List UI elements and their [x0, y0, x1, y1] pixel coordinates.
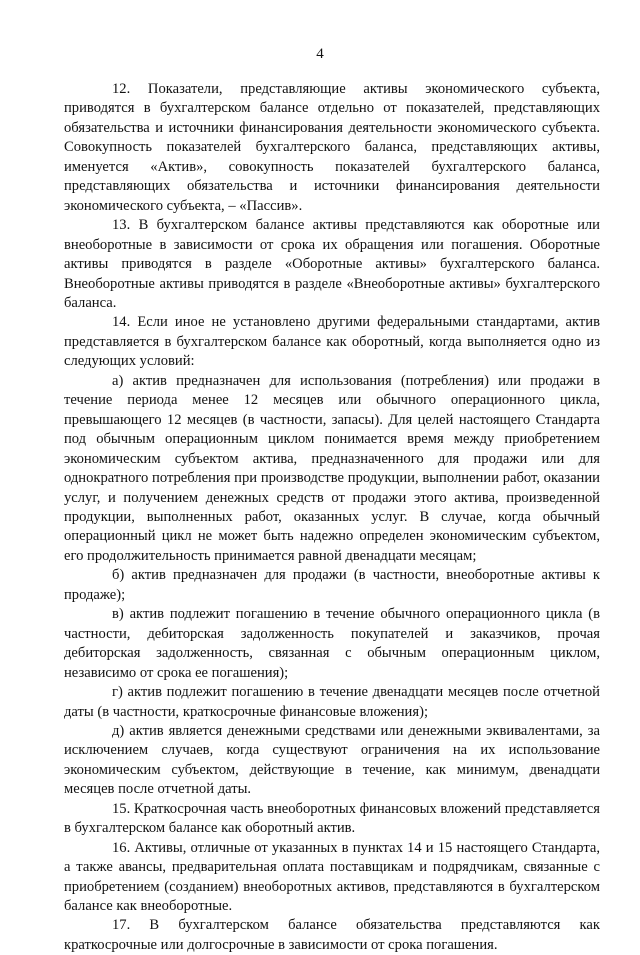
paragraph-17: 17. В бухгалтерском балансе обязательства представляются как краткосрочные или долгосрочные в зависимости от срока погашения. — [64, 917, 600, 953]
paragraph-13: 13. В бухгалтерском балансе активы представляются как оборотные или внеоборотные в зависимости от срока их обращения или погашения. Оборотные активы приводятся в разделе «Оборотные активы» бухгалтерского баланса. Внеоборотные активы приводятся в разделе «Внеоборотные активы» бухгалтерского баланса. — [64, 217, 600, 311]
paragraph-14-a: а) актив предназначен для использования (потребления) или продажи в течение периода менее 12 месяцев или обычного операционного цикла, превышающего 12 месяцев (в частности, запасы). Для целей настоящего Стандарта под обычным операционным циклом понимается время между приобретением экономическим субъектом актива, предназначенного для продажи или для однократного потребления при производстве продукции, выполнении работ, оказании услуг, и получением денежных средств от продажи этого актива, произведенной продукции, выполненных работ, оказанных услуг. В случае, когда обычный операционный цикл не может быть надежно определен экономическим субъектом, его продолжительность принимается равной двенадцати месяцам; — [64, 372, 600, 564]
paragraph-14-d: д) актив является денежными средствами или денежными эквивалентами, за исключением случаев, когда существуют ограничения на их использование экономическим субъектом, действующие в течение, как минимум, двенадцати месяцев после отчетной даты. — [64, 722, 600, 798]
paragraph-14-g: г) актив подлежит погашению в течение двенадцати месяцев после отчетной даты (в частности, краткосрочные финансовые вложения); — [64, 684, 600, 720]
paragraph-14-v: в) актив подлежит погашению в течение обычного операционного цикла (в частности, дебиторская задолженность покупателей и заказчиков, прочая дебиторская задолженность, связанная с обычным операционным циклом, независимо от срока ее погашения); — [64, 606, 600, 681]
paragraph-16: 16. Активы, отличные от указанных в пунктах 14 и 15 настоящего Стандарта, а также авансы, предварительная оплата поставщикам и подрядчикам, связанные с приобретением (созданием) внеоборотных активов, представляются в бухгалтерском балансе как внеоборотные. — [64, 839, 600, 915]
paragraph-15: 15. Краткосрочная часть внеоборотных финансовых вложений представляется в бухгалтерском балансе как оборотный актив. — [64, 800, 600, 837]
document-body — [64, 80, 600, 955]
page-number: 4 — [316, 46, 324, 62]
paragraph-14: 14. Если иное не установлено другими федеральными стандартами, актив представляется в бухгалтерском балансе как оборотный, когда выполняется одно из следующих условий: — [64, 314, 600, 370]
paragraph-14-b: б) актив предназначен для продажи (в частности, внеоборотные активы к продаже); — [64, 567, 600, 603]
paragraph-12: 12. Показатели, представляющие активы экономического субъекта, приводятся в бухгалтерском балансе отдельно от показателей, представляющих обязательства и источники финансирования деятельности экономического субъекта. Совокупность показателей бухгалтерского баланса, представляющих активы, именуется «Актив», совокупность показателей бухгалтерского баланса, представляющих обязательства и источники финансирования деятельности экономического субъекта, – «Пассив». — [64, 81, 600, 214]
